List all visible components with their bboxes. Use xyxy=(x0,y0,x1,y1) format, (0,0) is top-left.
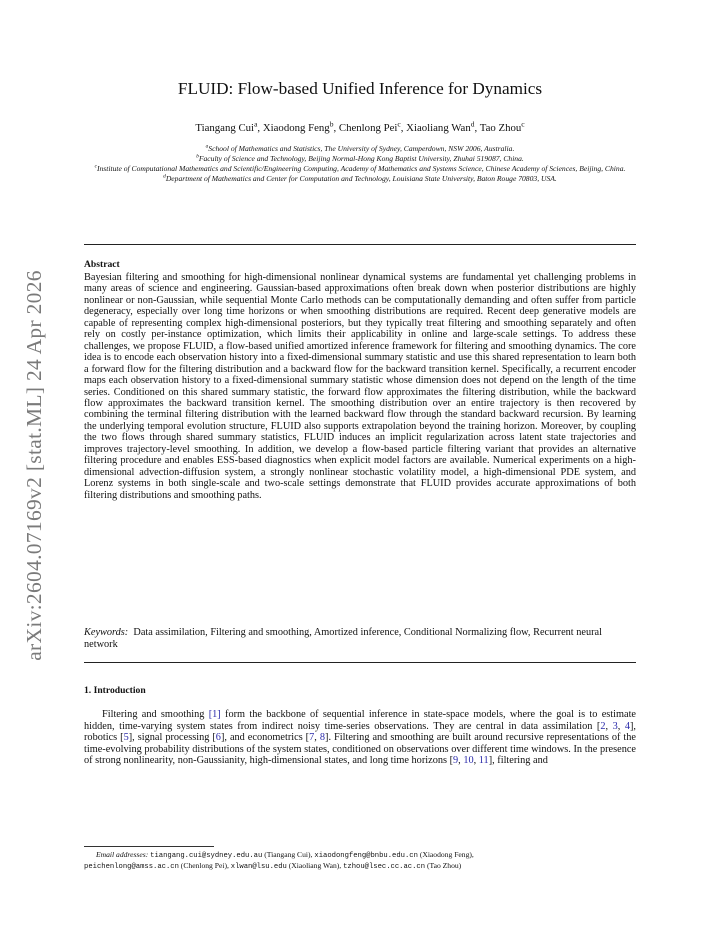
author: Xiaodong Feng$^b$ xyxy=(262,119,334,134)
citation-link[interactable]: 8 xyxy=(319,732,326,743)
email-link[interactable]: peichenlong@amss.ac.cn xyxy=(84,863,179,871)
citation-link[interactable]: 11 xyxy=(478,755,489,766)
affiliation: $^a$School of Mathematics and Statistics, The University of Sydney, Camperdown, NSW 2006, Australia. xyxy=(205,143,515,153)
email-link[interactable]: tzhou@lsec.cc.ac.cn xyxy=(343,863,426,871)
citation-link[interactable]: 5 xyxy=(123,732,129,743)
author: Xiaoliang Wan$^d$ xyxy=(406,119,475,134)
introduction-paragraph: Filtering and smoothing [1] form the backbone of sequential inference in state-space models, where the goal is to estimate hidden, time-varying system states from indirect noisy time-series observations. They are central in data assimilation [2, 3, 4], robotics [5], signal processing [6], and econometrics [7, 8]. Filtering and smoothing are built around recursive representations of the time-evolving probability distributions of the system states, conditioned on observations over different time windows. In the presence of strong nonlinearity, non-Gaussianity, high-dimensional states, and long time horizons [9, 10, 11], filtering and xyxy=(84,709,637,766)
keywords-label: Keywords: xyxy=(84,627,129,638)
citation-link[interactable]: 10 xyxy=(463,755,474,766)
abstract-top-rule xyxy=(84,244,636,245)
citation-link[interactable]: 7 xyxy=(309,732,315,743)
footnote-label: Email addresses: xyxy=(96,850,149,859)
paper-title: FLUID: Flow-based Unified Inference for Dynamics xyxy=(177,79,543,98)
keywords xyxy=(84,627,636,650)
affiliation: $^c$Institute of Computational Mathematics and Scientific/Engineering Computing, Academy of Mathematics and Systems Science, Chinese Academy of Sciences, Beijing, China. xyxy=(94,163,626,173)
author: Chenlong Pei$^c$ xyxy=(338,119,401,134)
citation-link[interactable]: 6 xyxy=(215,732,221,743)
arxiv-identifier-text: arXiv:2604.07169v2 [stat.ML] 24 Apr 2026 xyxy=(21,269,46,661)
citation-link[interactable]: 2 xyxy=(600,720,606,732)
email-link[interactable]: xlwan@lsu.edu xyxy=(230,863,287,871)
abstract-heading: Abstract xyxy=(84,259,120,270)
abstract-text: Bayesian filtering and smoothing for high-dimensional nonlinear dynamical systems are fundamental yet challenging problems in many areas of science and engineering. Gaussian-based approximations often break down when posterior distributions are highly nonlinear or non-Gaussian, while sequential Monte Carlo methods can be computationally demanding and often suffer from particle degeneracy, especially over long time horizons or when smoothing distributions are required. Recent deep generative models are capable of representing complex high-dimensional posteriors, but they typically treat filtering and smoothing separately and often rely on costly per-instance optimization, which limits their applicability in online and large-scale settings. To address these challenges, we propose FLUID, a flow-based unified amortized inference framework for filtering and smoothing dynamics. The core idea is to encode each observation history into a fixed-dimensional summary statistic and use this shared representation to learn both a forward flow for the filtering distribution and a backward flow for the backward transition kernel. Specifically, a recurrent encoder maps each observation history to a fixed-dimensional summary statistic whose dimension does not depend on the length of the time series. Conditioned on this shared summary statistic, the forward flow approximates the filtering distribution, while the backward flow approximates the backward transition kernel. The smoothing distribution over an entire trajectory is then recovered by combining the terminal filtering distribution with the learned backward flow through the standard backward recursion. By learning the underlying temporal evolution structure, FLUID also supports extrapolation beyond the training horizon. Moreover, by coupling the two flows through shared summary statistics, FLUID induces an implicit regularization across latent state trajectories and improves trajectory-level smoothing. In addition, we develop a flow-based particle filtering variant that provides an alternative filtering procedure and enables ESS-based diagnostics when explicit model factors are available. Numerical experiments on a high-dimensional advection-diffusion system, a strongly nonlinear stochastic volatility model, a high-dimensional PDE system, and Lorenz systems in both single-scale and two-scale settings demonstrate that FLUID provides accurate approximations of both filtering distributions and smoothing paths. xyxy=(84,272,636,501)
affiliation: $^b$Faculty of Science and Technology, Beijing Normal-Hong Kong Baptist University, Zhuhai 519087, China. xyxy=(196,153,524,163)
author: Tao Zhou$^c$ xyxy=(479,119,525,134)
arxiv-identifier[interactable] xyxy=(4,250,64,680)
affiliation: $^d$Department of Mathematics and Center for Computation and Technology, Louisiana State University, Baton Rouge 70803, USA. xyxy=(163,173,557,183)
citation-link[interactable]: 3 xyxy=(612,720,618,732)
keywords-text: Data assimilation, Filtering and smoothing, Amortized inference, Conditional Normalizing flow, Recurrent neural network xyxy=(84,627,602,650)
email-link[interactable]: xiaodongfeng@bnbu.edu.cn xyxy=(314,852,418,860)
author: Tiangang Cui$^a$ xyxy=(195,119,258,134)
author-list: Tiangang Cui$^a$, Xiaodong Feng$^b$, Chenlong Pei$^c$, Xiaoliang Wan$^d$, Tao Zhou$^c$ xyxy=(195,119,525,134)
email-link[interactable]: tiangang.cui@sydney.edu.au xyxy=(150,852,263,860)
citation-link[interactable]: 4 xyxy=(624,720,630,732)
citation-link[interactable]: [1] xyxy=(208,709,221,720)
affiliations xyxy=(84,144,636,184)
abstract-bottom-rule xyxy=(84,662,636,663)
section-heading-introduction: 1. Introduction xyxy=(84,685,146,696)
citation-link[interactable]: 9 xyxy=(453,755,459,766)
footnote-emails: Email addresses: tiangang.cui@sydney.edu.au (Tiangang Cui), xiaodongfeng@bnbu.edu.cn (Xiaodong Feng), peichenlong@amss.ac.cn (Chenlong Pei), xlwan@lsu.edu (Xiaoliang Wan), tzhou@lsec.cc.ac.cn (Tao Zhou) xyxy=(84,850,474,871)
abstract-block xyxy=(84,251,636,501)
footnote-rule xyxy=(84,846,214,847)
